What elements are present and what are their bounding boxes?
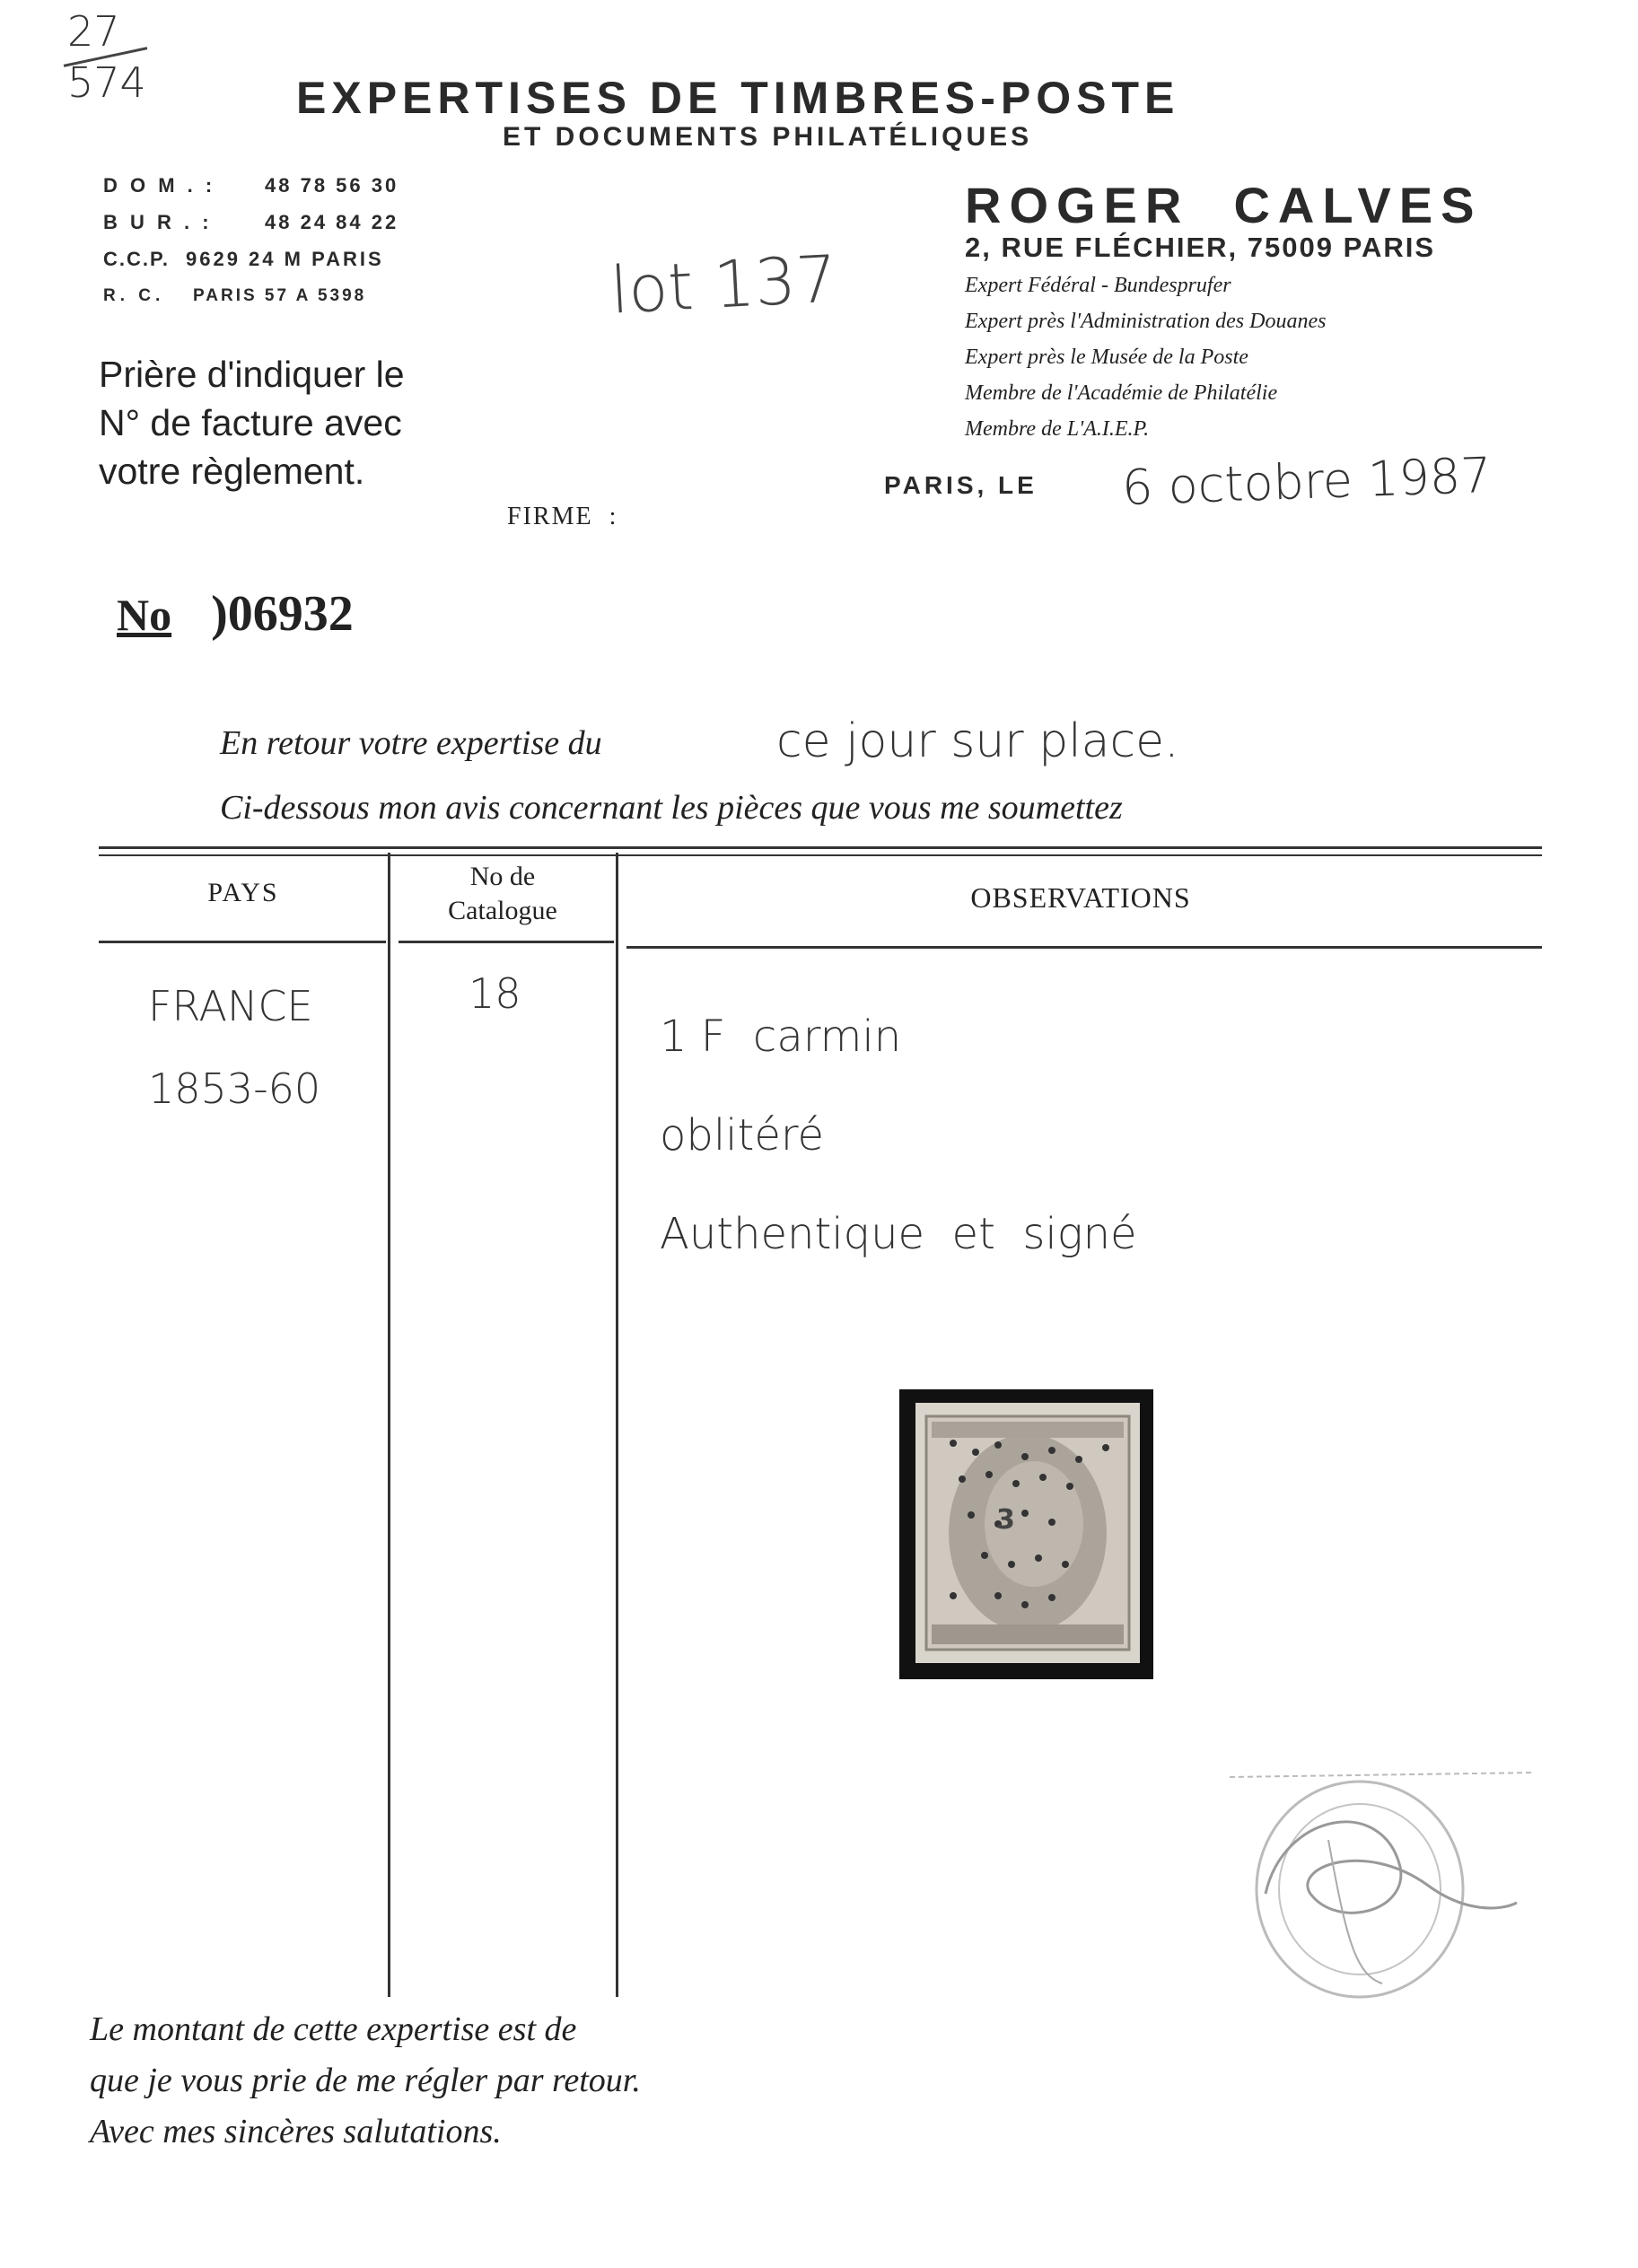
intro-line-1: En retour votre expertise du — [220, 724, 602, 762]
corner-note-bottom: 574 — [67, 58, 146, 107]
contact-ccp: C.C.P. 9629 24 M PARIS — [103, 248, 384, 270]
observations-cell — [660, 987, 1137, 1283]
invoice-number-label: No — [117, 590, 172, 640]
table-top-rule — [99, 846, 1542, 849]
contact-bur: B U R . : 48 24 84 22 — [103, 211, 399, 233]
country-name: FRANCE — [148, 982, 313, 1030]
corner-note — [63, 9, 171, 105]
table-header-rule-right — [626, 946, 1542, 949]
footer-text — [90, 2004, 641, 2158]
invoice-request-line: N° de facture avec — [99, 402, 402, 443]
date-label: PARIS, LE — [884, 471, 1038, 499]
stamp-illustration — [899, 1389, 1153, 1679]
corner-note-top: 27 — [67, 7, 120, 56]
observation-line: oblitéré — [660, 1110, 825, 1160]
table-header-rule-mid — [399, 941, 614, 943]
header-observations: OBSERVATIONS — [970, 881, 1191, 914]
footer-line: que je vous prie de me régler par retour. — [90, 2062, 641, 2099]
svg-text:3: 3 — [996, 1504, 1015, 1536]
letterhead-title: EXPERTISES DE TIMBRES-POSTE — [296, 73, 1180, 123]
expert-cachet-signature — [1203, 1759, 1544, 2028]
header-country: PAYS — [207, 878, 279, 907]
contact-rc: R. C. PARIS 57 A 5398 — [103, 286, 367, 305]
catalogue-number-cell: 18 — [469, 969, 521, 1018]
contact-block — [103, 167, 399, 314]
stamp-photo — [899, 1389, 1153, 1679]
observation-line: Authentique et signé — [660, 1209, 1137, 1259]
intro-line-1-handwritten: ce jour sur place. — [776, 714, 1179, 768]
invoice-request-line: Prière d'indiquer le — [99, 354, 405, 395]
expert-name: ROGER CALVES — [965, 177, 1483, 233]
table-column-divider-1 — [388, 853, 390, 1997]
date-handwritten: 6 octobre 1987 — [1121, 446, 1493, 517]
contact-dom: D O M . : 48 78 56 30 — [103, 174, 399, 197]
expert-titles — [965, 267, 1326, 447]
footer-line: Avec mes sincères salutations. — [90, 2113, 502, 2150]
country-years: 1853-60 — [148, 1064, 321, 1113]
table-header-rule-left — [99, 941, 386, 943]
invoice-number-value: )06932 — [211, 586, 354, 642]
invoice-request — [99, 350, 405, 495]
expert-title: Expert près le Musée de la Poste — [965, 346, 1248, 369]
letterhead-subtitle: ET DOCUMENTS PHILATÉLIQUES — [503, 122, 1033, 152]
table-column-divider-2 — [616, 853, 618, 1997]
expert-title: Membre de l'Académie de Philatélie — [965, 381, 1278, 405]
footer-line: Le montant de cette expertise est de — [90, 2010, 577, 2048]
country-cell — [148, 965, 320, 1130]
invoice-request-line: votre règlement. — [99, 451, 365, 492]
header-catalogue: No de Catalogue — [448, 862, 557, 925]
table-top-rule-2 — [99, 854, 1542, 856]
observation-line: 1 F carmin — [660, 1011, 902, 1062]
firm-label: FIRME : — [507, 503, 618, 530]
handwritten-lot-reference: lot 137 — [608, 241, 839, 328]
expert-title: Expert près l'Administration des Douanes — [965, 310, 1327, 333]
expert-title: Membre de L'A.I.E.P. — [965, 417, 1150, 441]
expert-title: Expert Fédéral - Bundesprufer — [965, 274, 1231, 297]
expert-address: 2, RUE FLÉCHIER, 75009 PARIS — [965, 232, 1436, 263]
intro-line-2: Ci-dessous mon avis concernant les pièces que vous me soumettez — [220, 789, 1123, 827]
invoice-number — [117, 585, 354, 643]
